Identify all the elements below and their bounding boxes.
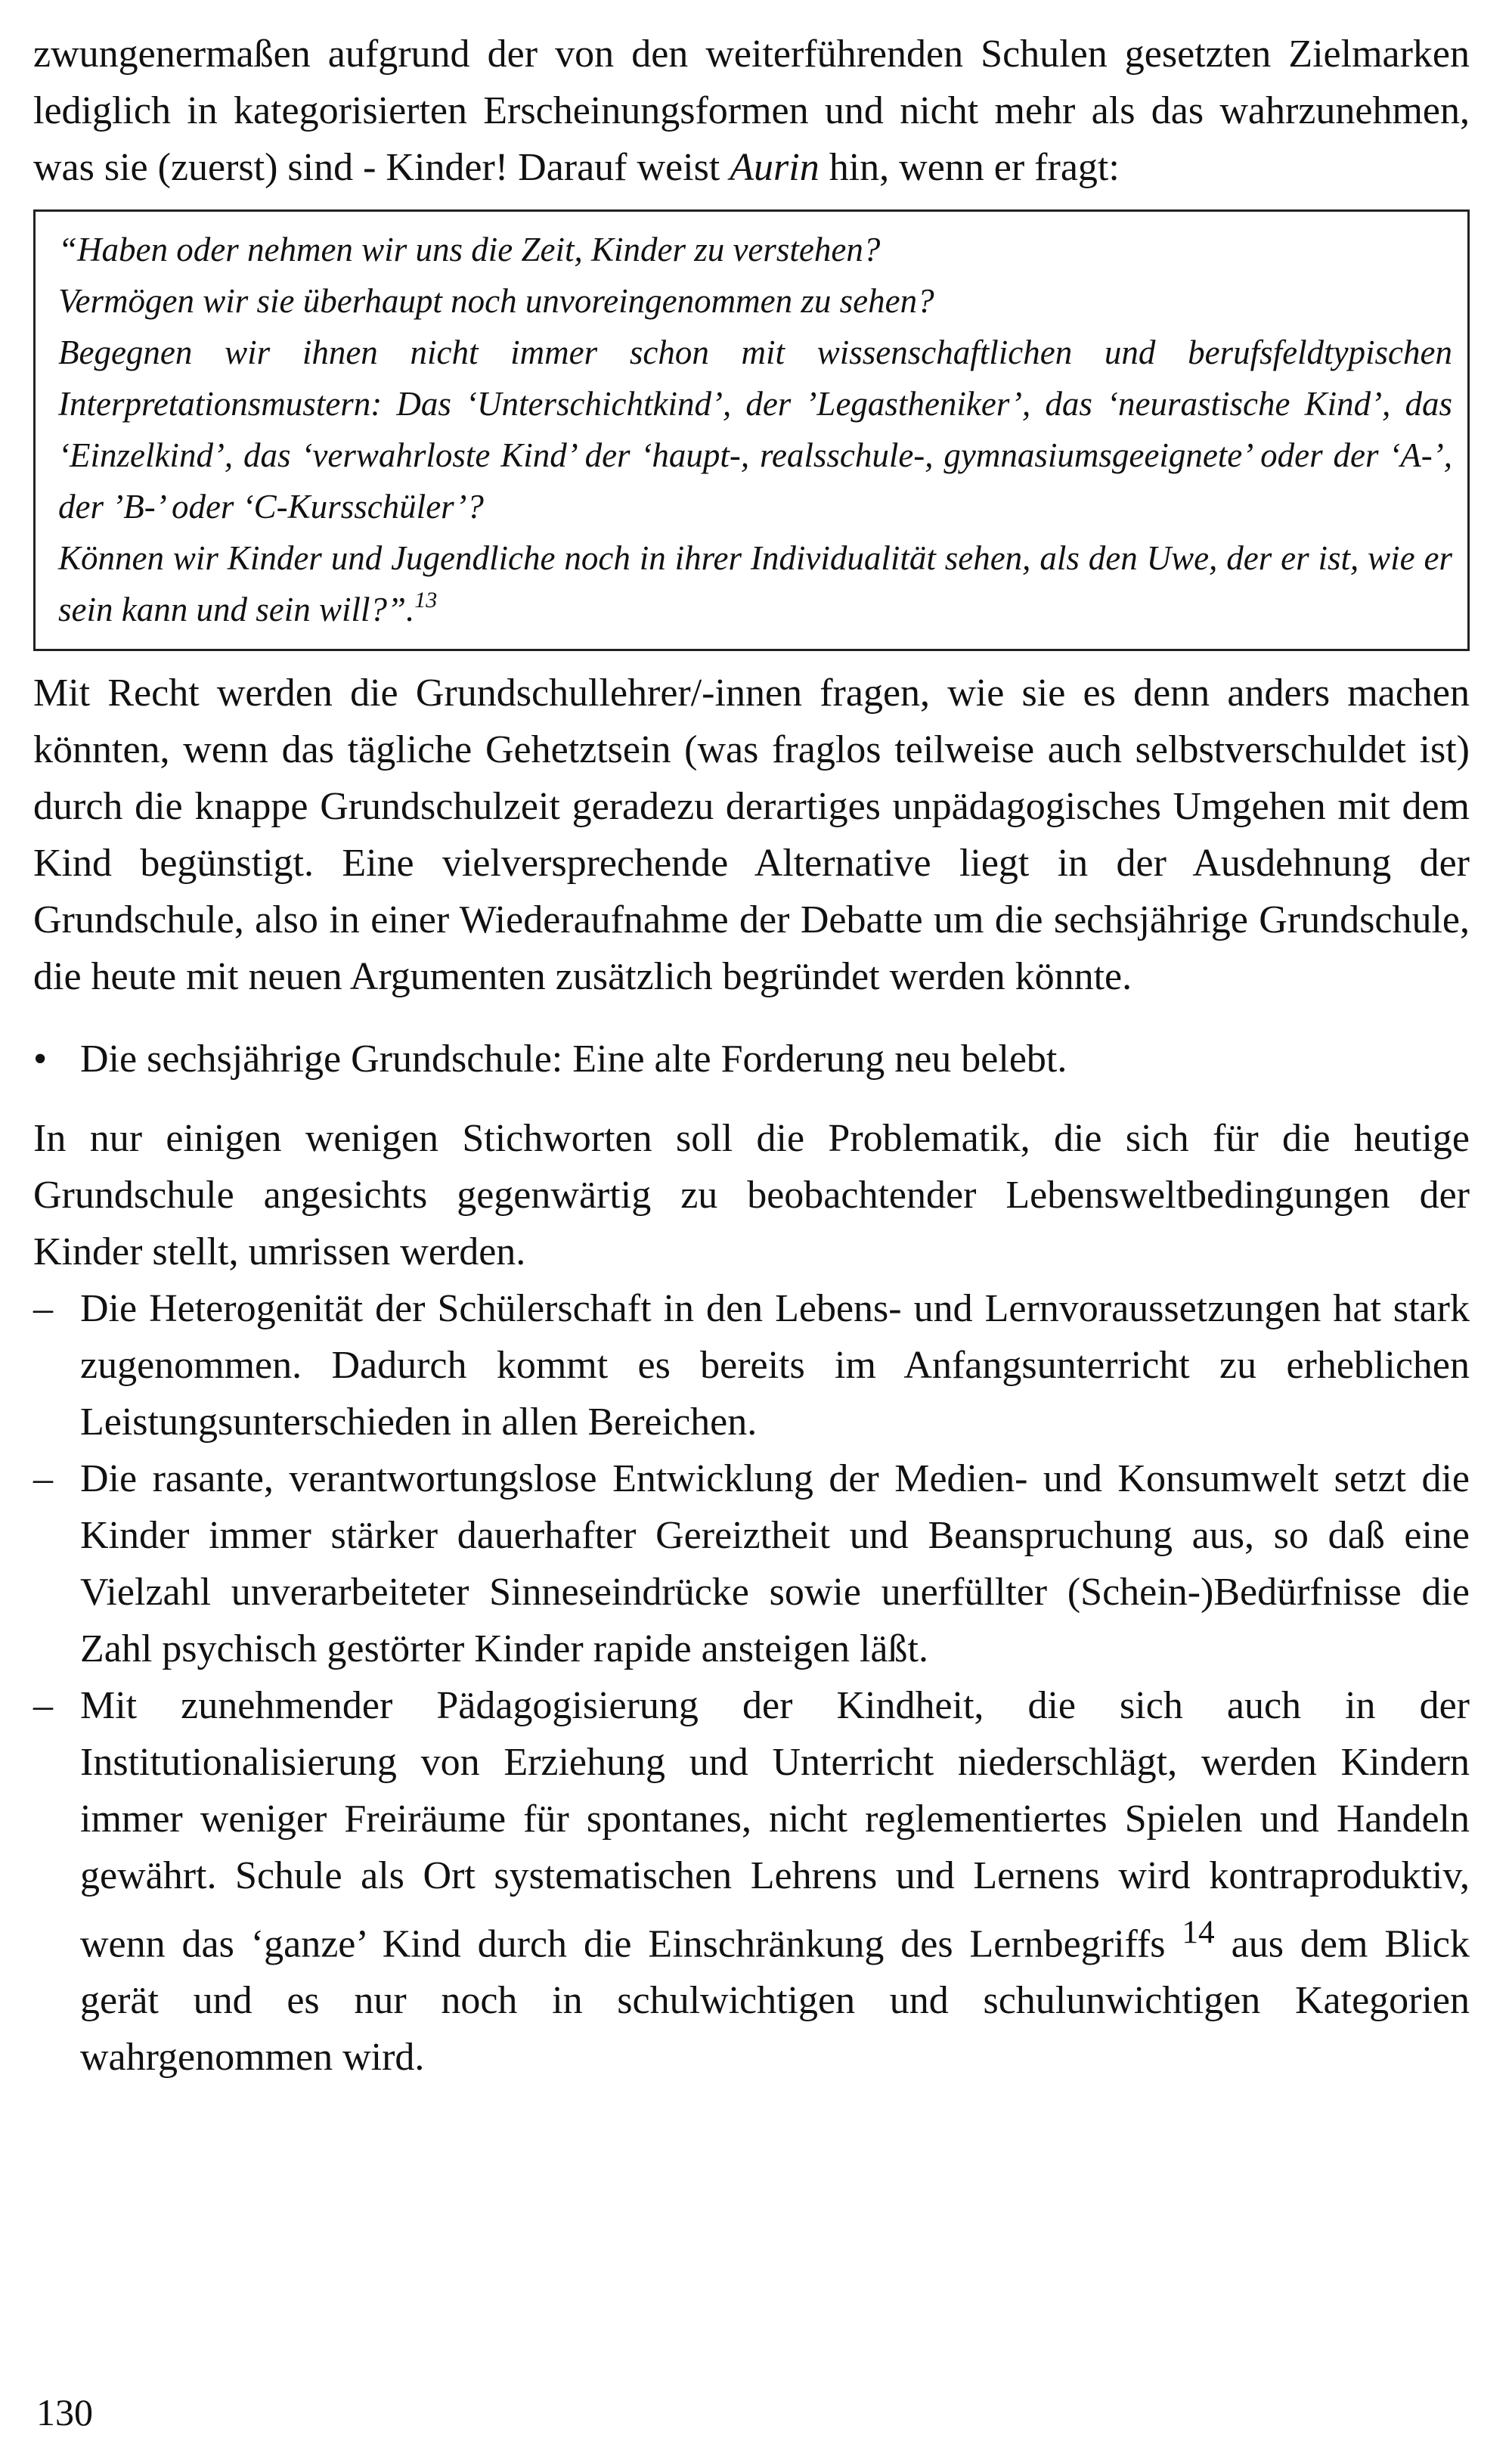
intro-text-start: zwungenermaßen aufgrund der von den weiterführenden Schulen gesetzten Zielmarken lediglich in kategorisierten Erscheinungsformen und nicht mehr als das wahrzunehmen, was sie (zuerst) sind - Kinder! Darauf weist	[33, 33, 1470, 189]
quotation-box	[33, 209, 1470, 651]
section-heading-bullet	[33, 1031, 1470, 1087]
bullet-icon: •	[33, 1038, 48, 1081]
intro-paragraph	[33, 26, 1470, 196]
footnote-marker-13: 13	[414, 588, 438, 613]
section-heading-text: Die sechsjährige Grundschule: Eine alte Forderung neu belebt.	[80, 1038, 1067, 1081]
footnote-marker-14: 14	[1182, 1914, 1215, 1950]
quote-line-4	[58, 532, 1452, 635]
list-item-text: Die Heterogenität der Schülerschaft in den Lebens- und Lernvoraussetzungen hat stark zugenommen. Dadurch kommt es bereits im Anfangsunterricht zu erheblichen Leistungsunterschieden in allen Bereichen.	[80, 1287, 1470, 1444]
quote-line-3: Begegnen wir ihnen nicht immer schon mit wissenschaftlichen und berufsfeldtypischen Interpretationsmustern: Das ‘Unterschichtkind’, der ’Legastheniker’, das ‘neurastische Kind’, das ‘Einzelkind’, das ‘verwahrloste Kind’ der ‘haupt-, realsschule-, gymnasiumsgeeignete’ oder der ‘A-’, der ’B-’ oder ‘C-Kursschüler’?	[58, 333, 1452, 526]
quote-line-2: Vermögen wir sie überhaupt noch unvoreingenommen zu sehen?	[58, 282, 934, 320]
paragraph-alternative: Mit Recht werden die Grundschullehrer/-innen fragen, wie sie es denn anders machen könnten, wenn das tägliche Gehetztsein (was fraglos teilweise auch selbstverschuldet ist) durch die knappe Grundschulzeit geradezu derartiges unpädagogisches Umgehen mit dem Kind begünstigt. Eine vielversprechende Alternative liegt in der Ausdehnung der Grundschule, also in einer Wiederaufnahme der Debatte um die sechsjährige Grundschule, die heute mit neuen Argumenten zusätzlich begründet werden könnte.	[33, 672, 1470, 998]
list-item-text	[80, 1677, 1470, 2086]
dash-list	[33, 1280, 1470, 2086]
list-item	[33, 1280, 1470, 1450]
list-item	[33, 1677, 1470, 2086]
page-number: 130	[36, 2391, 93, 2433]
quote-line-4-text: Können wir Kinder und Jugendliche noch in ihrer Individualität sehen, als den Uwe, der er ist, wie er sein kann und sein will?”.	[58, 539, 1452, 628]
intro-text-end: hin, wenn er fragt:	[819, 146, 1120, 189]
dash-icon: –	[33, 1684, 53, 1727]
list-item-text-start: Mit zunehmender Pädagogisierung der Kindheit, die sich auch in der Institutionalisierung von Erziehung und Unterricht niederschlägt, werden Kindern immer weniger Freiräume für spontanes, nicht reglementiertes Spielen und Handeln gewährt. Schule als Ort systematischen Lehrens und Lernens wird kontraproduktiv, wenn das ‘ganze’ Kind durch die Einschränkung des Lernbegriffs	[80, 1684, 1470, 1966]
list-item-text: Die rasante, verantwortungslose Entwicklung der Medien- und Konsumwelt setzt die Kinder immer stärker dauerhafter Gereiztheit und Beanspruchung aus, so daß eine Vielzahl unverarbeiteter Sinneseindrücke sowie unerfüllter (Schein-)Bedürfnisse die Zahl psychisch gestörter Kinder rapide ansteigen läßt.	[80, 1457, 1470, 1670]
author-name: Aurin	[730, 146, 820, 189]
paragraph-problematik: In nur einigen wenigen Stichworten soll die Problematik, die sich für die heutige Grundschule angesichts gegenwärtig zu beobachtender Lebensweltbedingungen der Kinder stellt, umrissen werden.	[33, 1117, 1470, 1273]
page-content	[33, 26, 1470, 2086]
list-item-text-end: aus dem Blick gerät und es nur noch in schulwichtigen und schulunwichtigen Kategorien wahrgenommen wird.	[80, 1922, 1470, 2080]
dash-icon: –	[33, 1457, 53, 1500]
dash-icon: –	[33, 1287, 53, 1330]
quote-line-1: “Haben oder nehmen wir uns die Zeit, Kinder zu verstehen?	[58, 231, 881, 268]
list-item	[33, 1450, 1470, 1677]
